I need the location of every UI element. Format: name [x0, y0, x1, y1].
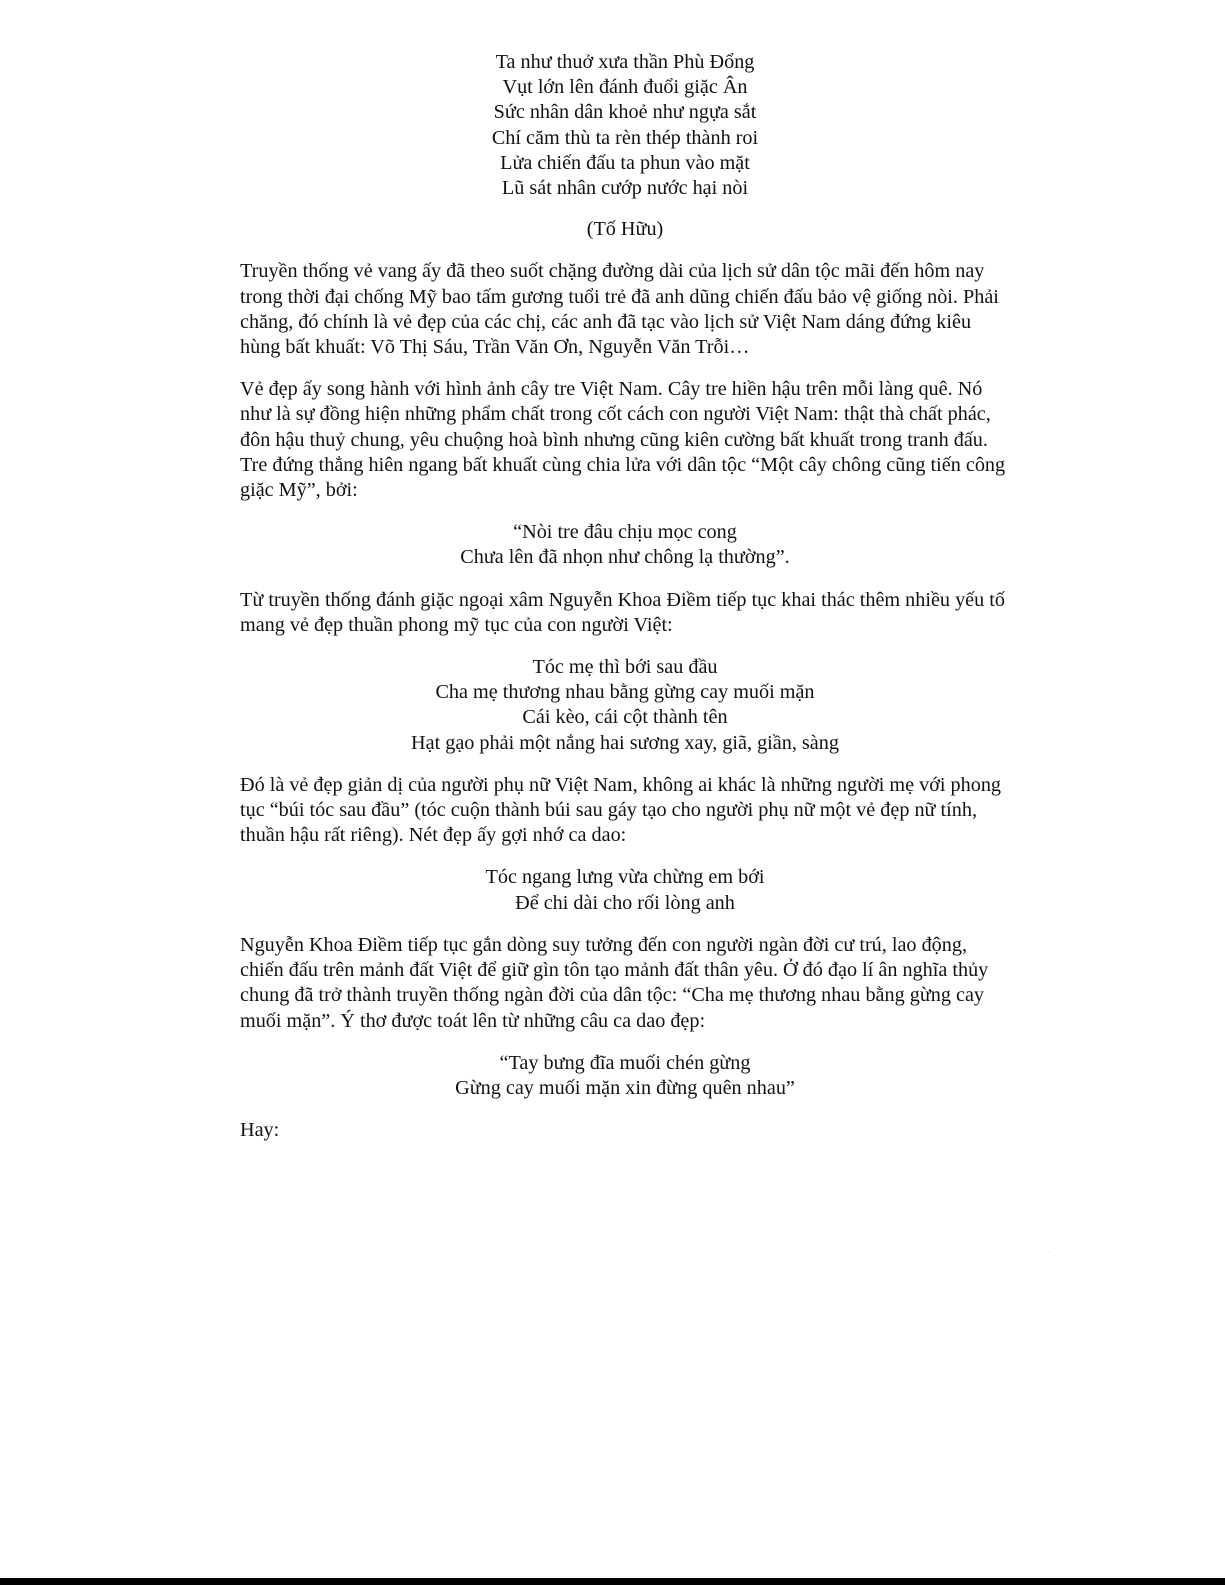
poem-line: Để chi dài cho rối lòng anh — [515, 891, 735, 914]
spacer — [240, 201, 1010, 217]
poem-author: (Tố Hữu) — [586, 218, 664, 241]
spacer — [240, 916, 1010, 933]
paragraph-tradition: Truyền thống vẻ vang ấy đã theo suốt chặng đường dài của lịch sử dân tộc mãi đến hôm nay trong thời đại chống Mỹ bao tấm gương tuổi trẻ đã anh dũng chiến đấu bảo vệ giống nòi. Phải chăng, đó chính là vẻ đẹp của các chị, các anh đã tạc vào lịch sử Việt Nam dáng đứng kiêu hùng bất khuất: Võ Thị Sáu, Trần Văn Ơn, Nguyễn Văn Trỗi… — [240, 260, 999, 359]
poem-line: Tóc mẹ thì bới sau đầu — [532, 656, 718, 679]
poem-line: “Tay bưng đĩa muối chén gừng — [499, 1051, 751, 1074]
scan-artifact — [1049, 1251, 1050, 1252]
paragraph-women: Đó là vẻ đẹp giản dị của người phụ nữ Việt Nam, không ai khác là những người mẹ với phong tục “búi tóc sau đầu” (tóc cuộn thành búi sau gáy tạo cho người phụ nữ một vẻ đẹp nữ tính, thuần hậu rất riêng). Nét đẹp ấy gợi nhớ ca dao: — [240, 773, 1002, 847]
poem-line: Cha mẹ thương nhau bằng gừng cay muối mặn — [435, 681, 815, 704]
poem-line: Vụt lớn lên đánh đuổi giặc Ân — [502, 76, 748, 99]
poem-line: “Nòi tre đâu chịu mọc cong — [513, 521, 737, 544]
poem-line: Chí căm thù ta rèn thép thành roi — [491, 126, 759, 149]
paragraph-bamboo: Vẻ đẹp ấy song hành với hình ảnh cây tre Việt Nam. Cây tre hiền hậu trên mỗi làng quê. Nó như là sự đồng hiện những phẩm chất trong cốt cách con người Việt Nam: thật thà chất phác, đôn hậu thuỷ chung, yêu chuộng hoà bình nhưng cũng kiên cường bất khuất trong tranh đấu. Tre đứng thẳng hiên ngang bất khuất cùng chia lửa với dân tộc “Một cây chông cũng tiến công giặc Mỹ”, bởi: — [240, 378, 1006, 502]
spacer — [240, 571, 1010, 588]
page-bottom-border — [0, 1578, 1225, 1585]
spacer — [240, 503, 1010, 520]
spacer — [240, 242, 1010, 259]
poem-stanza-customs — [240, 655, 1010, 756]
spacer — [240, 638, 1010, 655]
poem-line: Hạt gạo phải một nắng hai sương xay, giã, giần, sàng — [411, 731, 839, 754]
poem-line: Chưa lên đã nhọn như chông lạ thường”. — [460, 546, 790, 569]
poem-stanza-bamboo — [240, 520, 1010, 570]
poem-line: Gừng cay muối mặn xin đừng quên nhau” — [455, 1076, 795, 1099]
paragraph-or: Hay: — [240, 1119, 280, 1142]
spacer — [240, 360, 1010, 377]
poem-line: Sức nhân dân khoẻ như ngựa sắt — [493, 101, 757, 124]
poem-line: Tóc ngang lưng vừa chừng em bới — [485, 866, 765, 889]
poem-stanza-phu-dong — [240, 50, 1010, 201]
paragraph-fidelity: Nguyễn Khoa Điềm tiếp tục gắn dòng suy tưởng đến con người ngàn đời cư trú, lao động, chiến đấu trên mảnh đất Việt để giữ gìn tôn tạo mảnh đất thân yêu. Ở đó đạo lí ân nghĩa thủy chung đã trở thành truyền thống ngàn đời của dân tộc: “Cha mẹ thương nhau bằng gừng cay muối mặn”. Ý thơ được toát lên từ những câu ca dao đẹp: — [240, 933, 989, 1032]
spacer — [240, 756, 1010, 773]
poem-stanza-ginger-salt — [240, 1051, 1010, 1101]
poem-line: Cái kèo, cái cột thành tên — [522, 706, 728, 729]
poem-line: Ta như thuở xưa thần Phù Đổng — [495, 51, 755, 73]
spacer — [240, 1101, 1010, 1118]
paragraph-customs: Từ truyền thống đánh giặc ngoại xâm Nguyễn Khoa Điềm tiếp tục khai thác thêm nhiều yếu tố mang vẻ đẹp thuần phong mỹ tục của con người Việt: — [240, 588, 1005, 636]
poem-stanza-folk-hair — [240, 865, 1010, 915]
document-body — [240, 50, 1010, 1143]
spacer — [240, 1034, 1010, 1051]
poem-line: Lũ sát nhân cướp nước hại nòi — [501, 177, 749, 200]
poem-line: Lửa chiến đấu ta phun vào mặt — [500, 151, 750, 174]
spacer — [240, 848, 1010, 865]
